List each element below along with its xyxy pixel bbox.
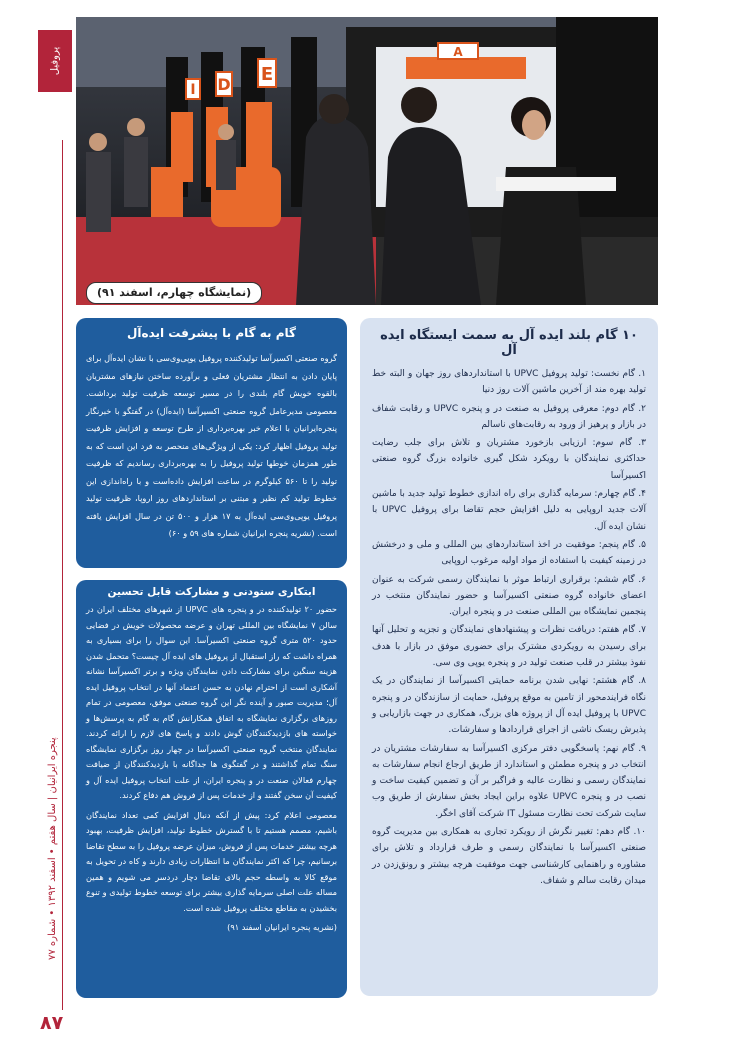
step-item: ۹. گام نهم: پاسخگویی دفتر مرکزی اکسیرآسا به سفارشات مشتریان در انتخاب در و پنجره مطمئن و استاندارد از طریق ارجاع انجام سفارشات به نمایندگان رسمی و نظارت عالیه و فراگیر بر آن و تضمین کیفیت ساخت و نصب در و پنجره UPVC علاوه براین ایجاد بخش سفارش از طریق وب سایت شرکت تحت نظارت مسئول IT شرکت آقای اخگر. <box>372 743 646 819</box>
step-item: ۴. گام چهارم: سرمایه گذاری برای راه اندازی خطوط تولید جدید با ماشین آلات جدید اروپایی به دلیل افزایش حجم تقاضا برای پروفیل UPVC با نشان ایده آل. <box>372 489 646 532</box>
article-initiative-paragraph: معصومی اعلام کرد: پیش از آنکه دنبال افزایش کمی تعداد نمایندگان باشیم، مصمم هستیم تا با گسترش خطوط تولید، افزایش ظرفیت، بهبود هرچه بیشتر خدمات پس از فروش، میزان عرضه پروفیل را به سطح تقاضا برسانیم، چرا که اکثر نمایندگان ما انتظارات زیادی دارند و کاه در تحویل به موقع کالا به واسطه حجم بالای تقاضا دچار دردسر می شویم و همین مساله علت اصلی سرمایه گذاری بیشتر برای توسعه خطوط تولیدی و تنوع بخشیدن به مقاطع مختلف پروفیل شده است. <box>86 809 337 913</box>
page-number: ۸۷ <box>40 1012 64 1034</box>
step-item: ۸. گام هشتم: نهایی شدن برنامه حمایتی اکسیرآسا از نمایندگان در یک نگاه فرایندمحور از تامین به موقع پروفیل، حمایت از سازندگان در و پنجره UPVC با پروفیل ایده آل از پروژه های بزرگ، همکاری در جهت بازاریابی و پذیرش ریسک ناشی از اجرای قراردادها و سفارشات. <box>372 676 646 736</box>
article-initiative-paragraph: حضور ۲۰ تولیدکننده در و پنجره های UPVC از شهرهای مختلف ایران در سالن ۷ نمایشگاه بین المللی تهران و عرضه محصولات خویش در فضایی حدود ۵۲۰ متری گروه صنعتی اکسیرآسا. این سوال را برای بسیاری به همراه داشت که راز استقبال از پروفیل های ایده آل چیست؟ متحمل شدن هزینه سنگین برای مشارکت دادن نمایندگان ویژه و برتر اکسیرآسا نشانه آشکاری است از احترام نهادن به حسن اعتماد آنها در انتخاب پروفیل ایده آل؛ مدیریت صبور و آینده نگر این گروه صنعتی موفق، معصومی در تمام روزهای برگزاری نمایشگاه به اتفاق همکارانش گام به گام به پرسش‌ها و خواسته های بازدیدکنندگان گوش دادند و پاسخ های لازم را ارائه کردند. نمایندگان منتخب گروه صنعتی اکسیرآسا در چهار روز برگزاری نمایشگاه سنگ تمام گذاشتند و در گفتگوی ها جداگانه با بازدیدکنندگان از ضیافت چهارم فعالان صنعت در و پنجره ایران، از علت انتخاب پروفیل ایده آل و کیفیت آن سخن گفتند و از خدمات پس از فروش هم دفاع کردند. <box>86 604 337 800</box>
article-step-by-step <box>76 318 347 568</box>
section-tab <box>38 30 72 92</box>
sidebar-rule <box>62 140 63 1010</box>
article-ten-steps <box>360 318 658 996</box>
step-item: ۵. گام پنجم: موفقیت در اخذ استانداردهای بین المللی و ملی و درخشش در زمینه کیفیت با استفاده از مواد اولیه مرغوب اروپایی <box>372 539 646 567</box>
booth-letter-3: E <box>260 64 274 85</box>
article-initiative-title: ابتکاری ستودنی و مشارکت قابل تحسین <box>107 586 316 598</box>
step-item: ۱۰. گام دهم: تغییر نگرش از رویکرد تجاری به همکاری بین مدیریت گروه صنعتی اکسیرآسا با نمایندگان رسمی و طرف قرارداد و تلاش برای مشاوره و راهنمایی کارشناسی جهت موفقیت هرچه بیشتر و رونق‌زدن در میدان رقابت سالم و شفاف. <box>372 827 646 886</box>
article-initiative <box>76 580 347 998</box>
article-ten-steps-title: ۱۰ گام بلند ایده آل به سمت ایستگاه ایده آل <box>380 328 638 358</box>
section-tab-label: پروفیل <box>49 46 61 76</box>
step-item: ۷. گام هفتم: دریافت نظرات و پیشنهادهای نمایندگان و تجزیه و تحلیل آنها برای رسیدن به رویکردی مشترک برای حضوری موفق در بازار با هدف نفوذ بیشتر در قلب صنعت تولید در و پنجره یوپی وی سی. <box>372 625 646 669</box>
sidebar <box>0 0 72 1053</box>
step-item: ۶. گام ششم: برقراری ارتباط موثر با نمایندگان رسمی شرکت به عنوان اعضای خانواده گروه صنعتی اکسیرآسا و حضور نمایندگان منتخب در پنجمین نمایشگاه بین المللی صنعت در و پنجره ایران. <box>372 574 646 618</box>
issue-footer: پنجره ایرانیان | سال هفتم • اسفند ۱۳۹۲ • شماره ۷۷ <box>47 737 58 960</box>
step-item: ۳. گام سوم: ارزیابی بازخورد مشتریان و تلاش برای جلب رضایت حداکثری نمایندگان با رویکرد شکل گیری خانواده بزرگ گروه صنعتی اکسیرآسا <box>372 438 646 481</box>
booth-letter-2: D <box>217 75 231 94</box>
photo-caption: (نمایشگاه چهارم، اسفند ۹۱) <box>86 282 262 304</box>
step-item: ۱. گام نخست: تولید پروفیل UPVC با استانداردهای روز جهان و البته خط تولید بهره مند از آخرین ماشین آلات روز دنیا <box>372 369 646 396</box>
booth-letter-4: A <box>453 45 463 59</box>
article-step-by-step-body: گروه صنعتی اکسیرآسا تولیدکننده پروفیل یوپی‌وی‌سی با نشان ایده‌آل برای پایان دادن به انتظار مشتریان فعلی و برآورده ساختن نیازهای مشتریان بالقوه خویش گام بلندی را در مسیر توسعه ظرفیت تولید برداشت. معصومی مدیرعامل گروه صنعتی اکسیرآسا (ایده‌آل) در گفتگو با خبرنگار پنجره‌ایرانیان با اعلام خبر بهره‌برداری از طرح توسعه و افزایش ظرفیت تولید پروفیل اظهار کرد: یکی از ویژگی‌های منحصر به فرد این است که به طور همزمان خوطها تولید پروفیل را به بهره‌برداری رساندیم که ظرفیت تولید را تا ۵۶۰ کیلوگرم در ساعت افزایش داده‌است و با راه‌اندازی این خطوط تولید کم نظیر و مبتنی بر استانداردهای روز اروپا، ظرفیت تولید پروفیل یوپی‌وی‌سی ایده‌آل به ۱۷ هزار و ۵۰۰ تن در سال افزایش یافته است. (نشریه پنجره ایرانیان شماره های ۵۹ و ۶۰) <box>86 353 337 538</box>
booth-letter-1: I <box>190 82 196 98</box>
step-item: ۲. گام دوم: معرفی پروفیل به صنعت در و پنجره UPVC و رقابت شفاف در بازار و پرهیز از ورود به رقابت‌های ناسالم <box>372 403 647 430</box>
article-step-by-step-title: گام به گام با پیشرفت ایده‌آل <box>126 326 297 340</box>
article-initiative-source: (نشریه پنجره ایرانیان اسفند ۹۱) <box>227 922 337 932</box>
exhibition-photo <box>76 17 658 305</box>
